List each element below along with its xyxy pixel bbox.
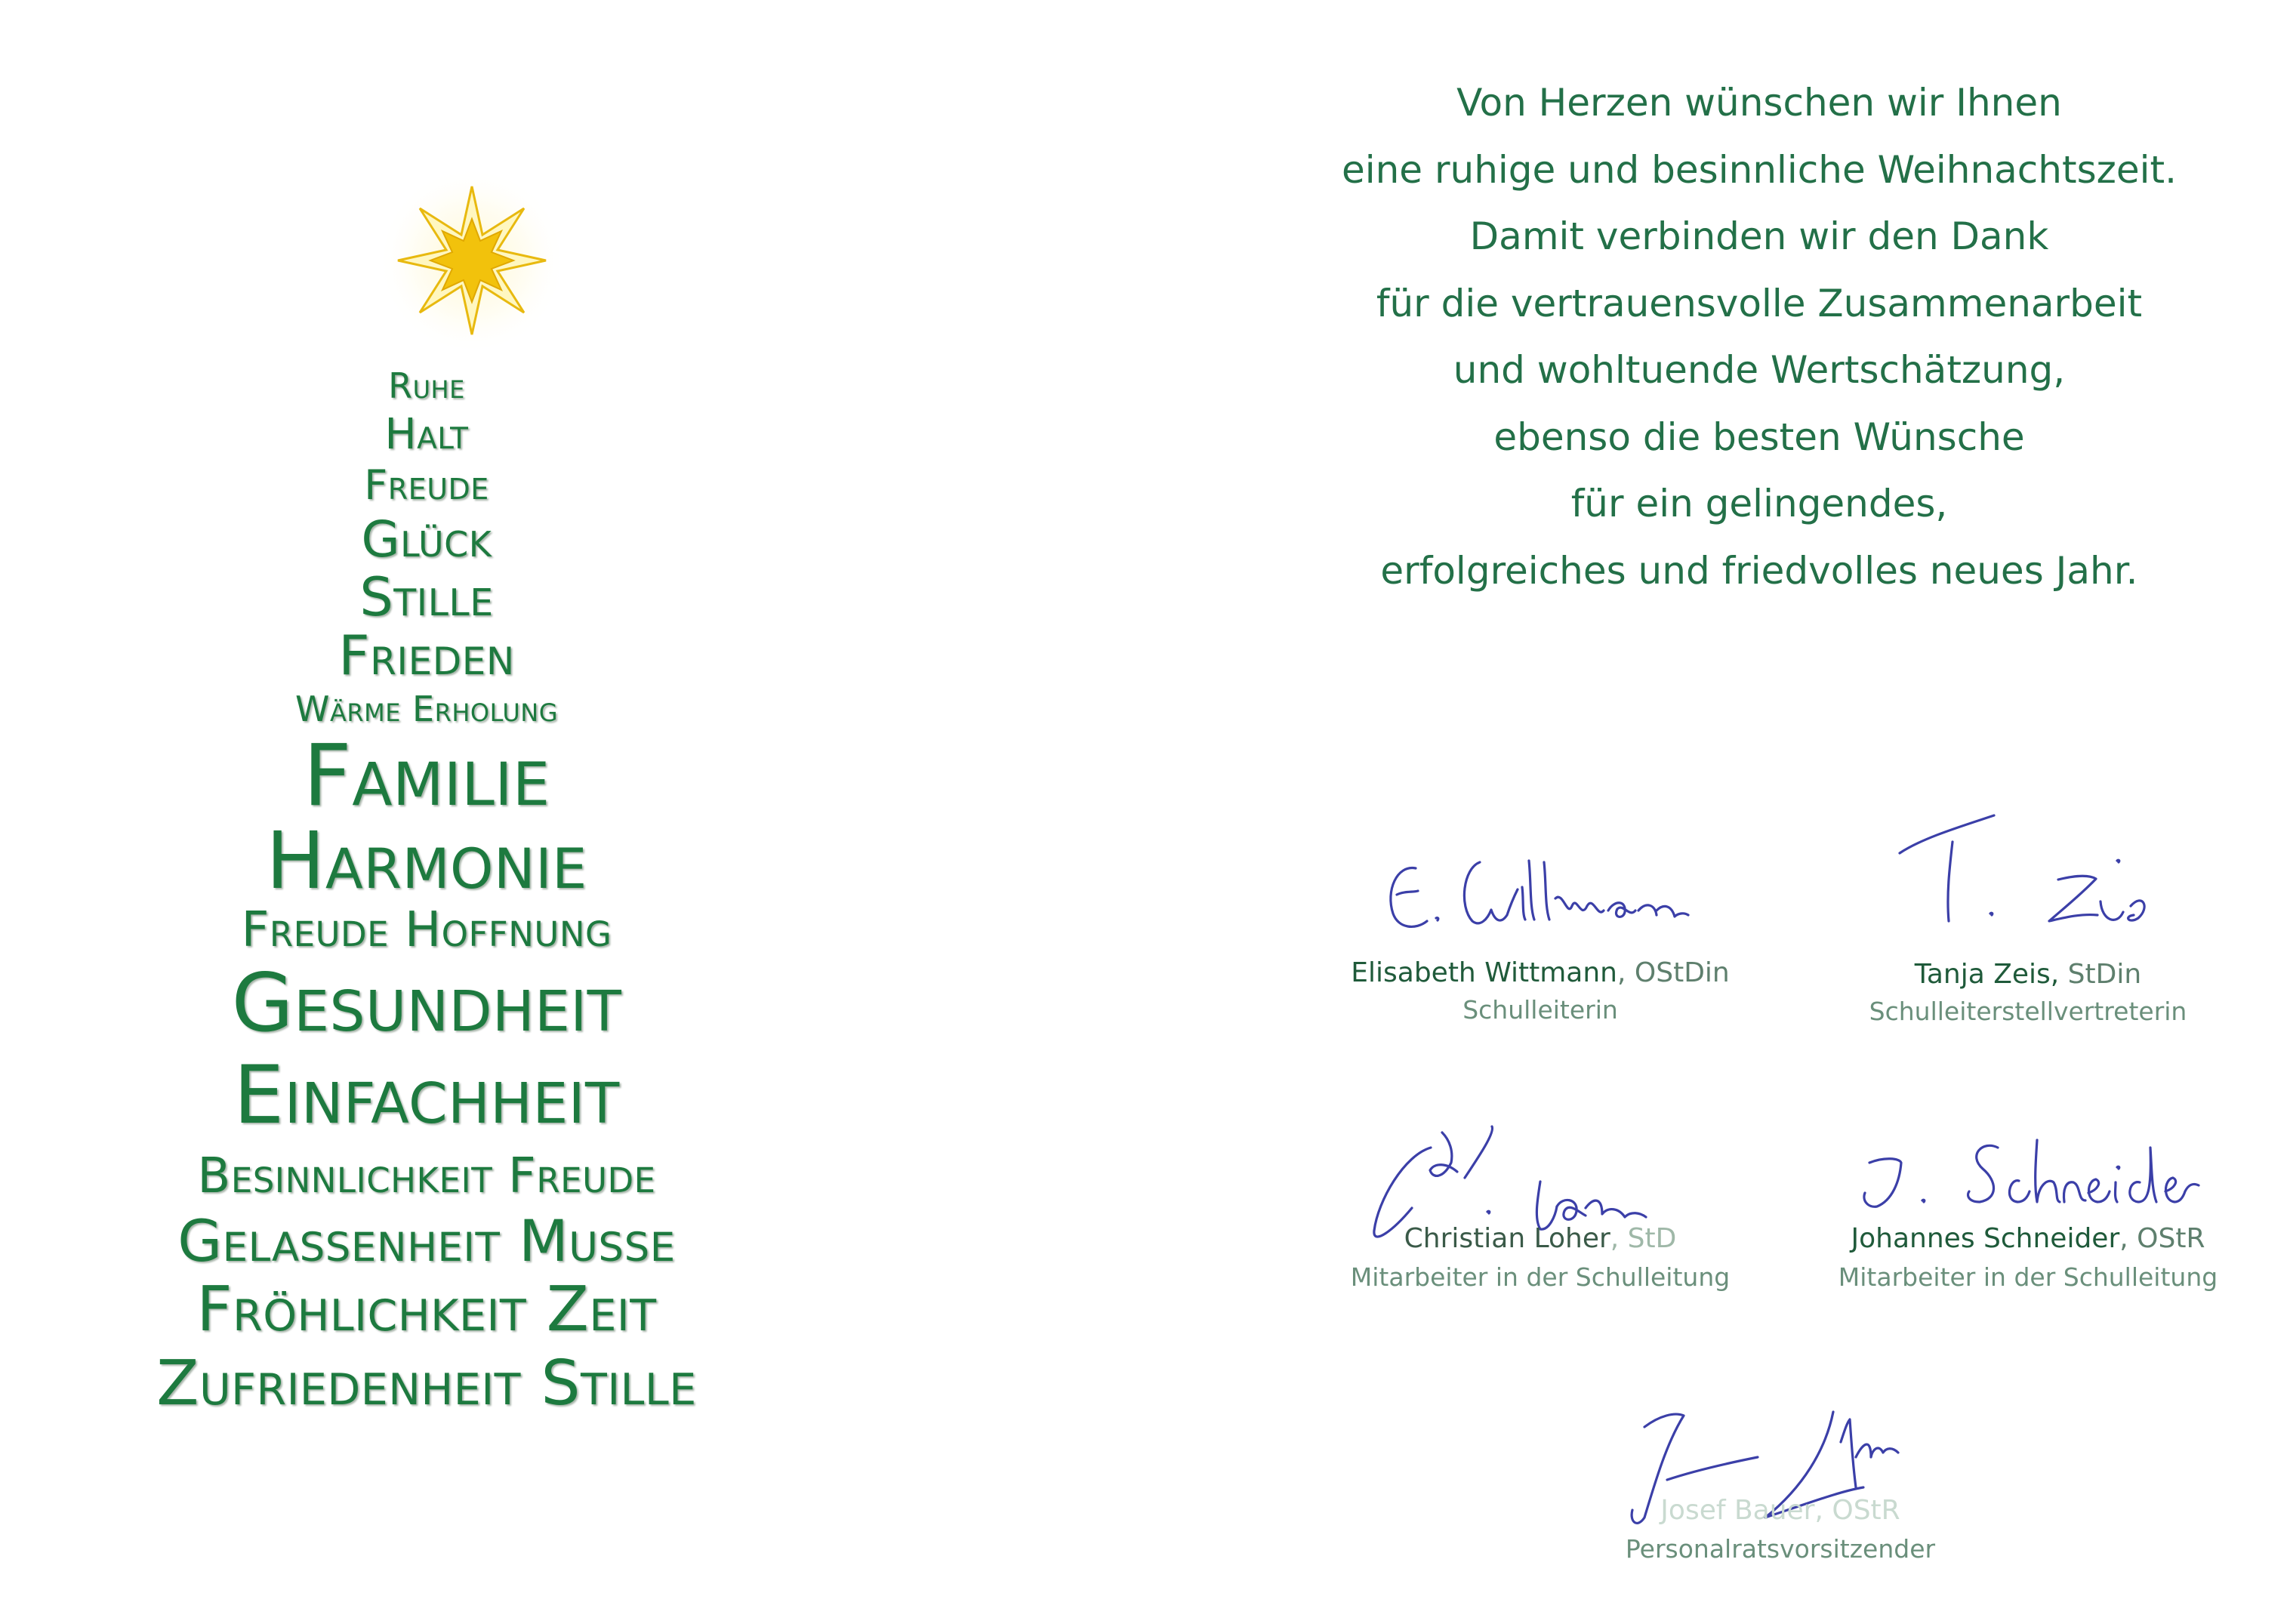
tree-word: Halt (384, 410, 469, 459)
tree-word: Besinnlichkeit Freude (197, 1148, 656, 1204)
greeting-line: Damit verbinden wir den Dank (1469, 214, 2049, 258)
signature-block-schneider (1764, 1117, 2290, 1306)
word-tree (45, 151, 808, 1480)
greeting-line: für die vertrauensvolle Zusammenarbeit (1376, 281, 2143, 325)
tree-word: Gelassenheit Musse (177, 1207, 676, 1274)
signatory-role: Schulleiterin (1462, 995, 1618, 1025)
signatory-name (1764, 959, 2290, 990)
signature-block-wittmann (1276, 830, 1805, 1027)
greeting-line: erfolgreiches und friedvolles neues Jahr. (1380, 548, 2138, 593)
signatory-title: StDin (2059, 959, 2142, 990)
signatory-name (1276, 957, 1805, 988)
signatory-role: Schulleiterstellvertreterin (1869, 997, 2187, 1026)
tree-word: Frieden (338, 624, 515, 687)
greeting-line: Von Herzen wünschen wir Ihnen (1456, 81, 2062, 125)
tree-word: Familie (303, 727, 550, 825)
tree-word: Harmonie (266, 815, 587, 907)
tree-word: Glück (361, 510, 492, 569)
signature-block-zeis (1764, 808, 2290, 1034)
greeting-line: ebenso die besten Wünsche (1493, 414, 2025, 459)
tree-word: Fröhlichkeit Zeit (196, 1274, 657, 1345)
signatory-title: , OStR (1814, 1495, 1900, 1526)
tree-word: Gesundheit (231, 957, 622, 1049)
greeting-line: für ein gelingendes, (1570, 482, 1948, 525)
signatory-name (1764, 1223, 2290, 1254)
greeting-line: und wohltuende Wertschätzung, (1453, 348, 2066, 392)
tree-word: Freude (364, 461, 489, 509)
christmas-star-icon (378, 166, 566, 355)
tree-word: Wärme Erholung (295, 689, 558, 729)
signatory-name (1276, 1223, 1805, 1254)
signatory-name-text: Christian Loher (1404, 1223, 1610, 1254)
handwritten-signature-wittmann (1374, 846, 1729, 951)
signatory-title: , OStR (2119, 1223, 2205, 1254)
signatory-role: Personalratsvorsitzender (1625, 1534, 1936, 1564)
signatory-name-text: Tanja Zeis, (1914, 959, 2060, 990)
signatory-name (1516, 1495, 2045, 1526)
tree-word: Einfachheit (233, 1049, 620, 1142)
signatory-name-text: Johannes Schneider (1851, 1223, 2120, 1254)
signatory-role: Mitarbeiter in der Schulleitung (1838, 1262, 2218, 1292)
handwritten-signature-zeis (1877, 808, 2179, 936)
signature-block-loher (1276, 1117, 1805, 1306)
handwritten-signature-schneider (1839, 1117, 2232, 1223)
signatory-name-text: Elisabeth Wittmann (1351, 957, 1617, 988)
signatory-title: , OStDin (1617, 957, 1730, 988)
signatory-title: , StD (1610, 1223, 1677, 1254)
signature-block-bauer (1516, 1397, 2045, 1578)
greeting-line: eine ruhige und besinnliche Weihnachtszeit. (1341, 147, 2178, 192)
tree-word: Ruhe (388, 365, 465, 406)
tree-word: Freude Hoffnung (241, 902, 612, 958)
tree-word: Zufriedenheit Stille (156, 1348, 697, 1419)
signatory-name-text: Josef Bauer (1660, 1495, 1815, 1526)
tree-word: Stille (359, 566, 494, 628)
signatory-role: Mitarbeiter in der Schulleitung (1350, 1262, 1731, 1292)
greeting-text (1268, 69, 2250, 604)
